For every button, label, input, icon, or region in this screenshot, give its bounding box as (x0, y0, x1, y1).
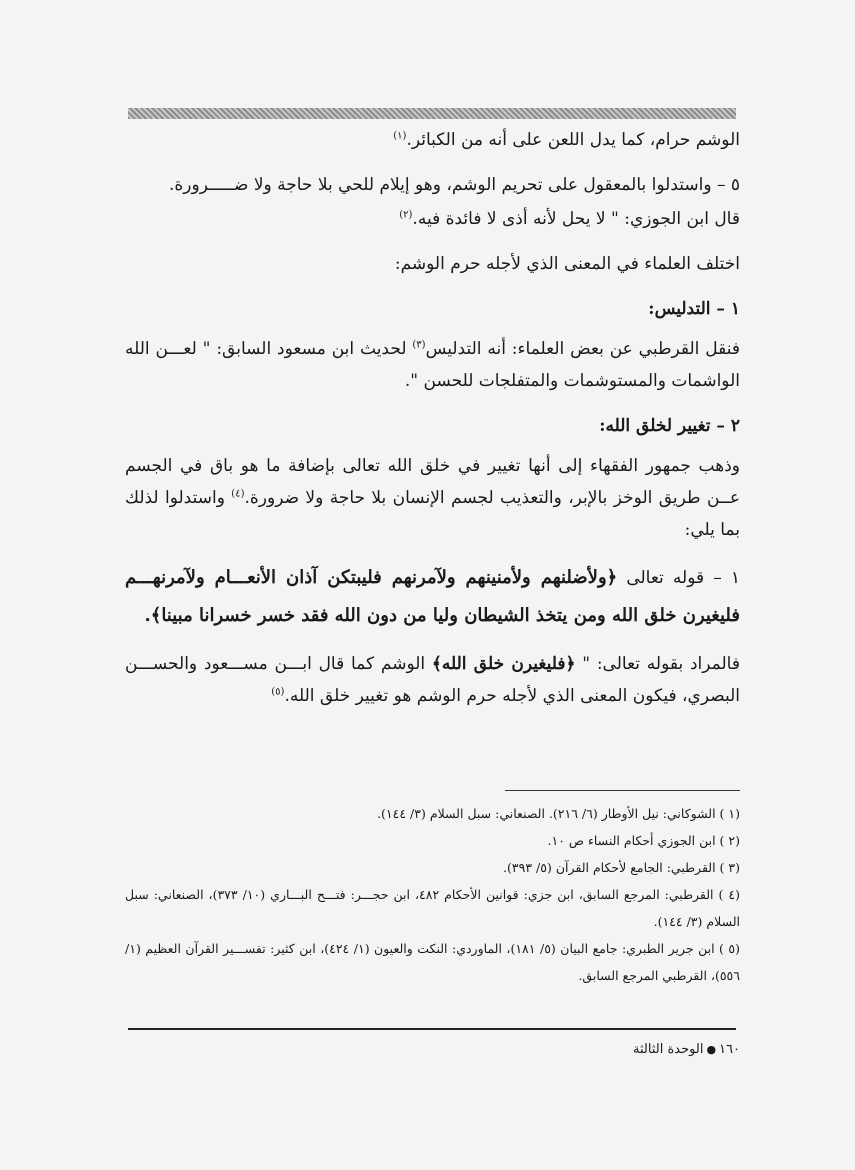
paragraph-2a: ٥ – واستدلوا بالمعقول على تحريم الوشم، وهو إيلام للحي بلا حاجة ولا ضـــــرورة. (168, 175, 740, 195)
bullet-icon: ● (706, 1043, 717, 1056)
footnote-ref-3: (٣) (412, 339, 426, 351)
heading-tadlees: ١ – التدليس: (648, 299, 740, 319)
footnote-1: (١ ) الشوكاني: نيل الأوطار (٦/ ٢١٦). الصنعاني: سبل السلام (٣/ ١٤٤). (377, 806, 740, 821)
paragraph-5: وذهب جمهور الفقهاء إلى أنها تغيير في خلق الله تعالى بإضافة ما هو باق في الجسم عــن طريق الوخز بالإبر، والتعذيب لجسم الإنسان بلا حاجة ولا ضرورة.$^{(٤)}$ واستدلوا لذلك بما يلي: (125, 456, 740, 540)
paragraph-1: الوشم حرام، كما يدل اللعن على أنه من الكبائر.$^{(١)}$ (393, 130, 740, 150)
footnote-ref-5: (٥) (271, 686, 285, 698)
paragraph-6-verse: ١ – قوله تعالى ﴿ولأضلنهم ولأمنينهم ولآمرنهم فليبتكن آذان الأنعـــام ولآمرنهـــم فليغيرن خلق الله ومن يتخذ الشيطان وليا من دون الله فقد خسر خسرانا مبينا﴾. (125, 567, 741, 626)
footnote-ref-4: (٤) (231, 488, 245, 500)
footnote-4: (٤ ) القرطبي: المرجع السابق، ابن جزي: قوانين الأحكام ٤٨٢، ابن حجـــر: فتـــح البـــاري (١٠/ ٣٧٣)، الصنعاني: سبل السلام (٣/ ١٤٤). (125, 887, 740, 929)
paragraph-2b: قال ابن الجوزي: " لا يحل لأنه أذى لا فائدة فيه.$^{(٢)}$ (399, 209, 740, 229)
paragraph-3: اختلف العلماء في المعنى الذي لأجله حرم الوشم: (394, 254, 740, 274)
paragraph-4: فنقل القرطبي عن بعض العلماء: أنه التدليس$^{(٣)}$ لحديث ابن مسعود السابق: " لعـــن الله الواشمات والمستوشمات والمتفلجات للحسن ". (125, 339, 740, 391)
footnote-5: (٥ ) ابن جرير الطبري: جامع البيان (٥/ ١٨١)، الماوردي: النكت والعيون (١/ ٤٢٤)، ابن كثير: تفســـير القرآن العظيم (١/ ٥٥٦)، القرطبي المرجع السابق. (125, 941, 741, 983)
paragraph-7: فالمراد بقوله تعالى: " ﴿فليغيرن خلق الله﴾ الوشم كما قال ابـــن مســـعود والحســـن البصري، فيكون المعنى الذي لأجله حرم الوشم هو تغيير خلق الله.$^{(٥)}$ (125, 654, 740, 706)
header-decorative-bar (128, 108, 736, 119)
footnote-2: (٢ ) ابن الجوزي أحكام النساء ص ١٠. (547, 833, 740, 848)
page-number: ١٦٠ (719, 1042, 740, 1057)
footer-rule (128, 1028, 736, 1030)
footnote-separator (505, 790, 740, 791)
page-footer (560, 1042, 740, 1057)
footnote-ref-1: (١) (393, 130, 407, 142)
footnotes (125, 800, 740, 989)
footnote-3: (٣ ) القرطبي: الجامع لأحكام القرآن (٥/ ٣٩٣). (503, 860, 740, 875)
unit-title: الوحدة الثالثة (633, 1042, 704, 1057)
main-text (125, 124, 740, 725)
heading-taghyeer: ٢ – تغيير لخلق الله: (599, 416, 740, 436)
footnote-ref-2: (٢) (399, 209, 413, 221)
